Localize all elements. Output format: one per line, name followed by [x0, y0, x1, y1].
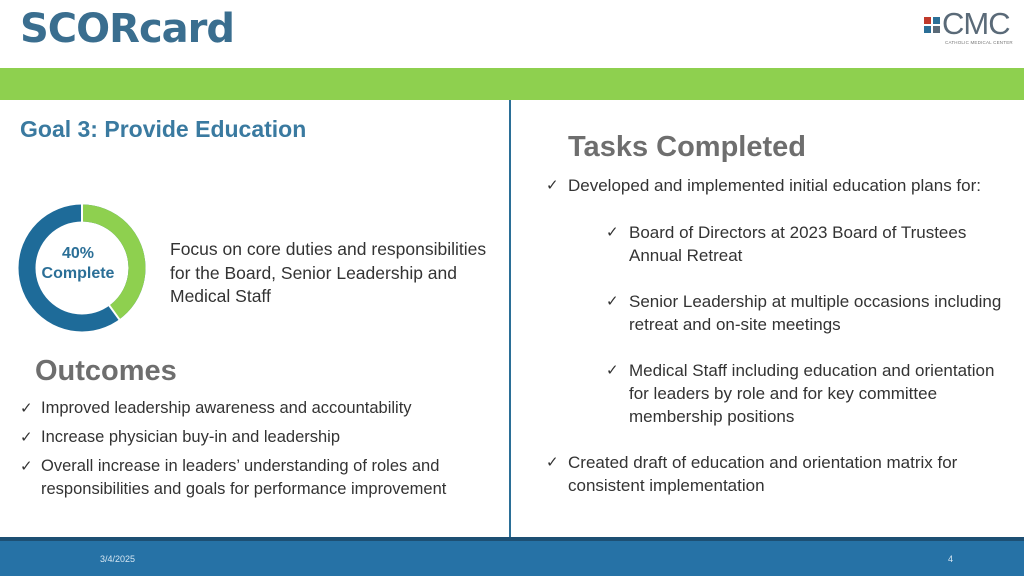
- page-number: 4: [948, 554, 954, 564]
- check-icon: ✓: [20, 457, 33, 475]
- tasks-title: Tasks Completed: [568, 131, 806, 163]
- list-item: ✓ Board of Directors at 2023 Board of Trustees Annual Retreat: [606, 223, 967, 265]
- list-item: ✓ Created draft of education and orientation matrix for consistent implementation: [546, 453, 958, 495]
- focus-statement: Focus on core duties and responsibilities for the Board, Senior Leadership and Medical Staff: [170, 239, 487, 306]
- outcomes-title: Outcomes: [35, 355, 177, 387]
- progress-label: [17, 244, 139, 284]
- list-item: ✓ Medical Staff including education and orientation for leaders by role and for key committee membership positions: [606, 361, 995, 426]
- progress-value: 40%: [61, 245, 95, 262]
- check-icon: ✓: [546, 176, 559, 194]
- list-item: ✓ Senior Leadership at multiple occasions including retreat and on-site meetings: [606, 292, 1002, 334]
- cmc-logo: [924, 6, 1016, 49]
- footer-date: 3/4/2025: [100, 554, 136, 564]
- outcomes-list: [20, 397, 490, 507]
- page-title: SCORcard: [20, 6, 235, 52]
- cross-logo-icon: [924, 17, 941, 34]
- column-divider: [509, 100, 511, 537]
- list-item: ✓ Overall increase in leaders’ understanding of roles and responsibilities and goals for performance improvement: [20, 457, 447, 498]
- check-icon: ✓: [546, 453, 559, 471]
- check-icon: ✓: [606, 361, 619, 379]
- list-item: ✓ Developed and implemented initial education plans for: ✓ Board of Directors at 2023 Board of Trustees Annual Retreat ✓ Senior Leadership at multiple occasions including retreat and on-site meetings ✓ Medical Staff including education and orientation for leaders by role and for key committee membership positions: [546, 174, 1006, 428]
- check-icon: ✓: [606, 292, 619, 310]
- list-item: ✓ Increase physician buy-in and leadership: [20, 426, 490, 449]
- logo-text: CMC: [942, 6, 1010, 41]
- check-icon: ✓: [20, 428, 33, 446]
- tasks-sublist: [606, 221, 1006, 428]
- logo-subtitle: CATHOLIC MEDICAL CENTER: [945, 40, 1013, 45]
- goal-title: Goal 3: Provide Education: [20, 116, 307, 142]
- check-icon: ✓: [20, 399, 33, 417]
- tasks-list: [546, 174, 1006, 497]
- list-item: ✓ Improved leadership awareness and accountability: [20, 397, 490, 420]
- progress-text: Complete: [41, 265, 115, 282]
- check-icon: ✓: [606, 223, 619, 241]
- footer-bar: [0, 537, 1024, 576]
- header-band: [0, 68, 1024, 100]
